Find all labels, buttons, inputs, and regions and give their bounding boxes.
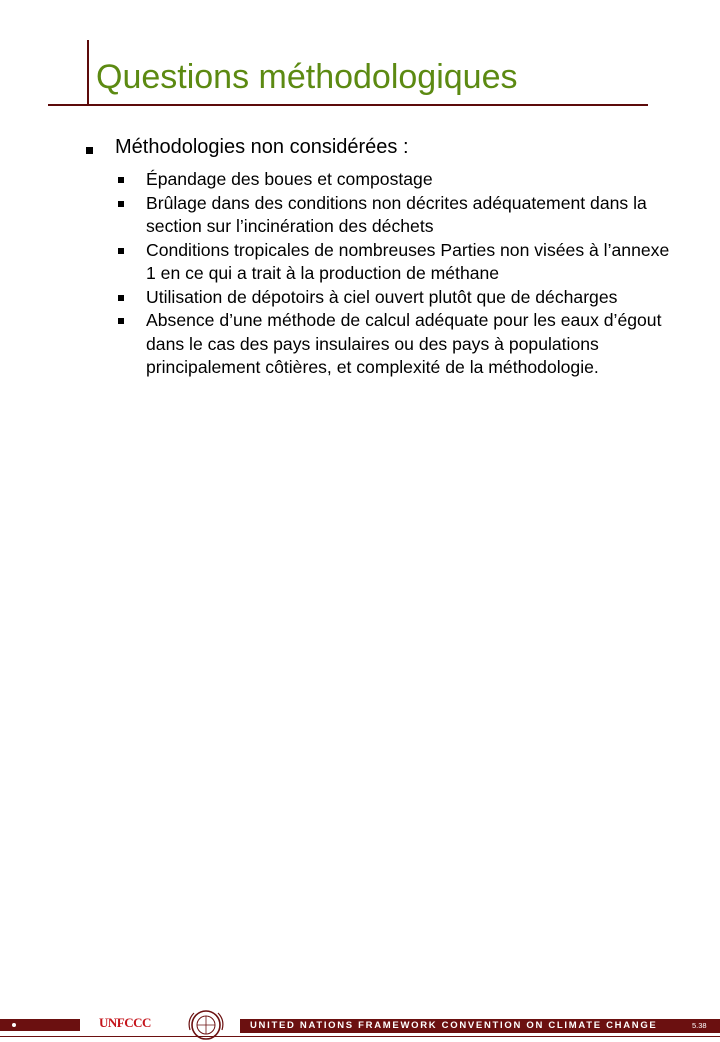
sub-point — [118, 192, 678, 239]
bullet-icon — [118, 201, 124, 207]
main-point: Méthodologies non considérées : — [115, 136, 409, 158]
slide-title: Questions méthodologiques — [96, 58, 518, 96]
footer-corner-decoration — [0, 1016, 80, 1036]
slide-footer — [0, 506, 720, 1031]
main-bullet-icon — [86, 147, 93, 154]
page-number: 5.38 — [692, 1021, 707, 1030]
sub-point — [118, 168, 678, 192]
bullet-icon — [118, 248, 124, 254]
footer-divider — [0, 1036, 720, 1037]
bullet-icon — [118, 295, 124, 301]
title-horizontal-rule — [48, 104, 648, 106]
sub-point-text: Utilisation de dépotoirs à ciel ouvert plutôt que de décharges — [146, 286, 618, 307]
sub-point — [118, 239, 678, 286]
sub-point — [118, 309, 678, 380]
sub-point-text: Conditions tropicales de nombreuses Parties non visées à l’annexe 1 en ce qui a trait à la production de méthane — [146, 239, 670, 283]
unfccc-logo: UNFCCC — [99, 1015, 151, 1030]
sub-point-text: Brûlage dans des conditions non décrites adéquatement dans la section sur l’incinération des déchets — [146, 192, 647, 236]
footer-banner-text: UNITED NATIONS FRAMEWORK CONVENTION ON CLIMATE CHANGE — [250, 1020, 658, 1031]
bullet-icon — [118, 177, 124, 183]
sub-point-list — [118, 168, 678, 380]
sub-point — [118, 286, 678, 310]
sub-point-text: Absence d’une méthode de calcul adéquate pour les eaux d’égout dans le cas des pays insulaires ou des pays à populations principalement côtières, et complexité de la méthodologie. — [146, 310, 662, 377]
title-vertical-rule — [87, 40, 89, 104]
bullet-icon — [118, 318, 124, 324]
sub-point-text: Épandage des boues et compostage — [146, 169, 433, 189]
